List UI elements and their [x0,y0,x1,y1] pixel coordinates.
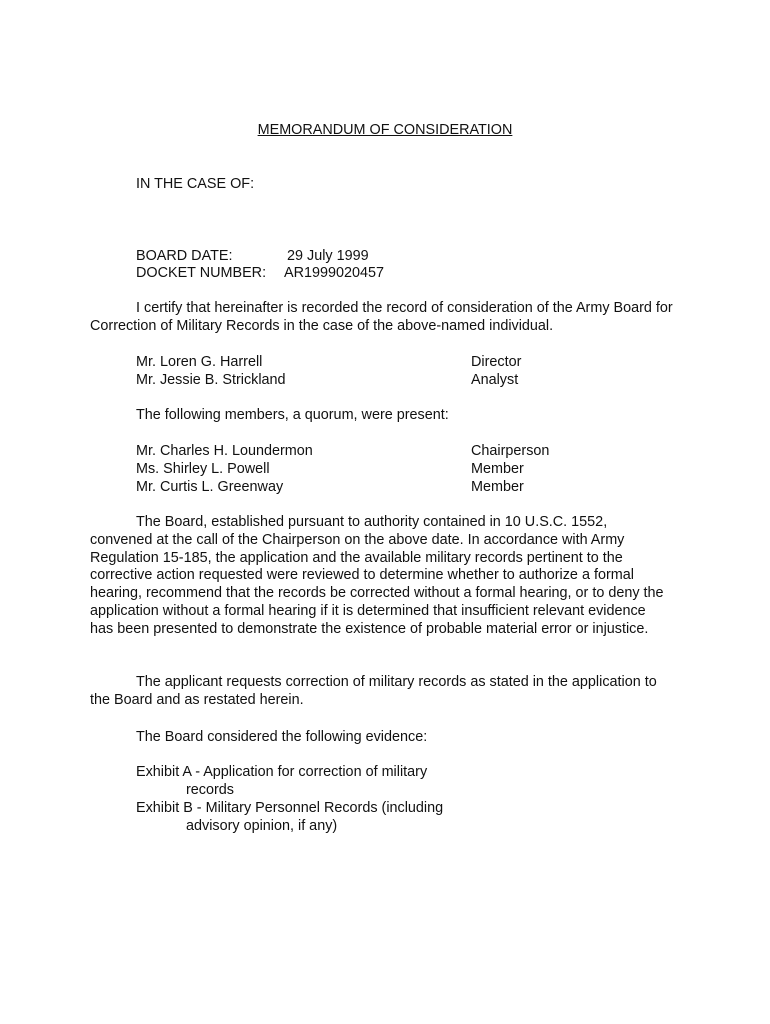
certify-paragraph: I certify that hereinafter is recorded the record of consideration of the Army Board for Correction of Military Records in the case of the above-named individual. [90,300,673,334]
member-role-1: Chairperson [471,443,550,459]
exhibit-b-line1: Exhibit B - Military Personnel Records (including [136,800,444,816]
applicant-paragraph: The applicant requests correction of military records as stated in the application to the Board and as restated herein. [90,674,657,708]
exhibit-b [136,799,443,835]
docket-number-label: DOCKET NUMBER: [136,265,267,281]
member-role-3: Member [471,479,524,495]
staff-name-2: Mr. Jessie B. Strickland [136,372,286,388]
exhibit-a-line1: Exhibit A - Application for correction of military [136,764,428,780]
exhibit-b-line2: advisory opinion, if any) [186,818,338,834]
member-role-2: Member [471,461,524,477]
member-name-3: Mr. Curtis L. Greenway [136,479,284,495]
staff-role-2: Analyst [471,372,519,388]
member-name-1: Mr. Charles H. Loundermon [136,443,313,459]
exhibit-a-line2: records [186,782,234,798]
board-date-value: 29 July 1999 [287,248,369,264]
evidence-intro: The Board considered the following evidence: [136,729,428,745]
staff-name-1: Mr. Loren G. Harrell [136,354,263,370]
case-of-label: IN THE CASE OF: [136,176,255,192]
exhibit-a [136,763,427,799]
quorum-statement: The following members, a quorum, were present: [136,407,449,423]
staff-role-1: Director [471,354,522,370]
memo-title: MEMORANDUM OF CONSIDERATION [257,122,513,138]
member-name-2: Ms. Shirley L. Powell [136,461,270,477]
board-paragraph: The Board, established pursuant to authority contained in 10 U.S.C. 1552, convened at the call of the Chairperson on the above date. In accordance with Army Regulation 15-185, the application and the available military records pertinent to the corrective action requested were reviewed to determine whether to authorize a formal hearing, recommend that the records be corrected without a formal hearing, or to deny the application without a formal hearing if it is determined that insufficient relevant evidence has been presented to demonstrate the existence of probable material error or injustice. [90,514,664,637]
board-date-label: BOARD DATE: [136,248,233,264]
docket-number-value: AR1999020457 [284,265,385,281]
